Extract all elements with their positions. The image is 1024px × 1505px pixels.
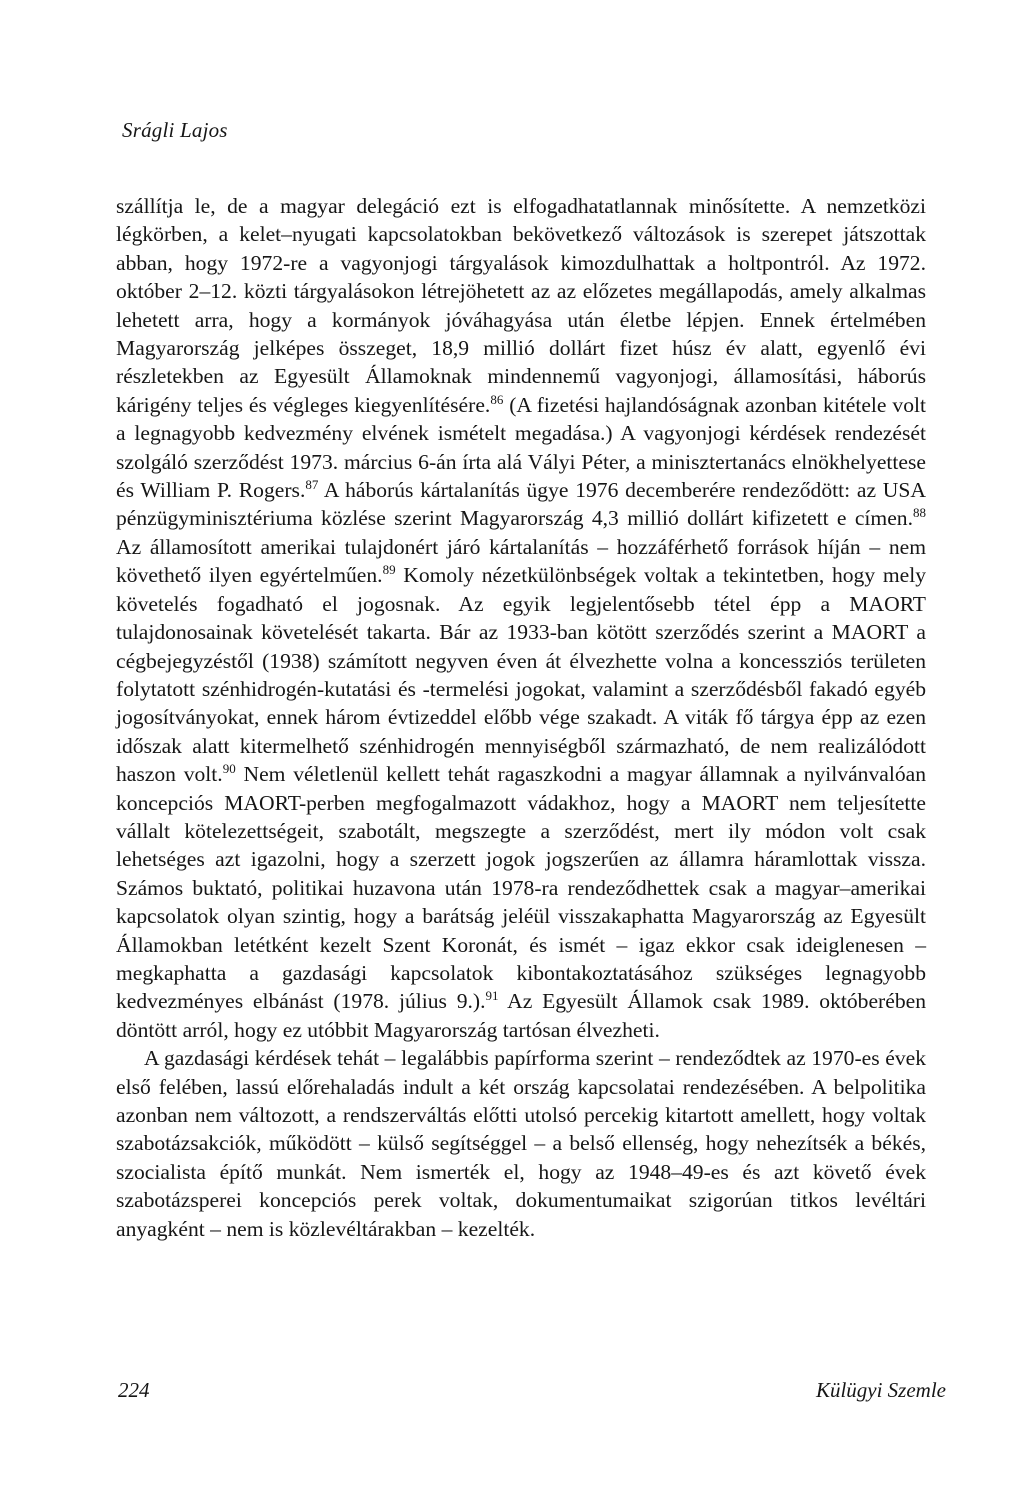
text-run: A gazdasági kérdések tehát – legalábbis papírforma szerint – rendeződtek az 1970-es évek első felében, lassú előrehaladás indult a két ország kapcsolatai rendezésében. A belpolitika azonban nem változott, a rendszerváltás előtti utolsó percekig kitartott amellett, hogy voltak szabotázsakciók, működött – külső segítséggel – a belső ellenség, hogy nehezítsék a békés, szocialista építő munkát. Nem ismerték el, hogy az 1948–49-es és azt követő évek szabotázsperei koncepciós perek voltak, dokumentumaikat szigorúan titkos levéltári anyagként – nem is közlevéltárakban – kezelték. (116, 1046, 926, 1241)
text-run: A háborús kártalanítás ügye 1976 decemberére rendeződött: az USA pénzügyminisztériuma közlése szerint Magyarország 4,3 millió dollárt kifizetett e címen. (116, 478, 927, 531)
page-number: 224 (118, 1378, 150, 1402)
text-run: Az államosított amerikai tulajdonért járó kártalanítás – hozzáférhető források híján – nem követhető ilyen egyértelműen. (116, 534, 926, 588)
text-run: szállítja le, de a magyar delegáció ezt is elfogadhatatlannak minősítette. A nemzetközi légkörben, a kelet–nyugati kapcsolatokban bekövetkező változások is szerepet játszottak abban, hogy 1972-re a vagyonjogi tárgyalások kimozdulhattak a holtpontról. Az 1972. október 2–12. közti tárgyalásokon létrejöhetett az az előzetes megállapodás, amely alkalmas lehetett arra, hogy a kormányok jóváhagyása után életbe lépjen. Ennek értelmében Magyarország jelképes összeget, 18,9 millió dollárt fizet húsz év alatt, egyenlő évi részletekben az Egyesült Államoknak mindennemű vagyonjogi, államosítási, háborús kárigény teljes és végleges kiegyenlítésére. (116, 194, 926, 417)
journal-title: Külügyi Szemle (815, 1378, 946, 1402)
body-text (116, 192, 926, 1243)
text-run: Nem véletlenül kellett tehát ragaszkodni a magyar államnak a nyilvánvalóan koncepciós MAORT-perben megfogalmazott vádakhoz, hogy a MAORT nem teljesítette vállalt kötelezettségeit, szabotált, megszegte a szerződést, mert ily módon volt csak lehetséges azt igazolni, hogy a szerzett jogok jogszerűen az államra háramlottak vissza. Számos buktató, politikai huzavona után 1978-ra rendeződhettek csak a magyar–amerikai kapcsolatok olyan szintig, hogy a barátság jeléül visszakaphatta Magyarország az Egyesült Államokban letétként kezelt Szent Koronát, és ismét – igaz ekkor csak ideiglenesen – megkaphatta a gazdasági kapcsolatok kibontakoztatásához szükséges legnagyobb kedvezményes elbánást (1978. július 9.). (116, 762, 927, 1014)
footnote-ref: 86 (490, 391, 504, 407)
footnote-ref: 88 (913, 505, 926, 521)
running-head: Srágli Lajos (122, 118, 228, 142)
footnote-ref: 89 (382, 562, 396, 578)
text-run: (A fizetési hajlandóságnak azonban kitétele volt a legnagyobb kedvezmény elvének ismételt megadása.) A vagyonjogi kérdések rendezését szolgáló szerződést 1973. március 6-án írta alá Vályi Péter, a minisztertanács elnökhelyettese és William P. Rogers. (116, 392, 926, 503)
body-paragraph (116, 1044, 926, 1243)
footnote-ref: 91 (485, 988, 499, 1004)
body-paragraph (116, 192, 926, 1044)
text-run: Komoly nézetkülönbségek voltak a tekintetben, hogy mely követelés fogadható el jogosnak. Az egyik legjelentősebb tétel épp a MAORT tulajdonosainak követelését takarta. Bár az 1933-ban kötött szerződés szerint a MAORT a cégbejegyzéstől (1938) számított negyven éven át élvezhette volna a koncessziós területen folytatott szénhidrogén-kutatási és -termelési jogokat, valamint a szerződésből fakadó egyéb jogosítványokat, ennek három évtizeddel előbb vége szakadt. A viták fő tárgya épp az ezen időszak alatt kitermelhető szénhidrogén mennyiségből származható, de nem realizálódott haszon volt. (116, 563, 926, 787)
text-run: Az Egyesült Államok csak 1989. októberében döntött arról, hogy ez utóbbit Magyarország tartósan élvezheti. (116, 989, 926, 1042)
footnote-ref: 87 (305, 477, 319, 493)
footnote-ref: 90 (222, 761, 236, 777)
